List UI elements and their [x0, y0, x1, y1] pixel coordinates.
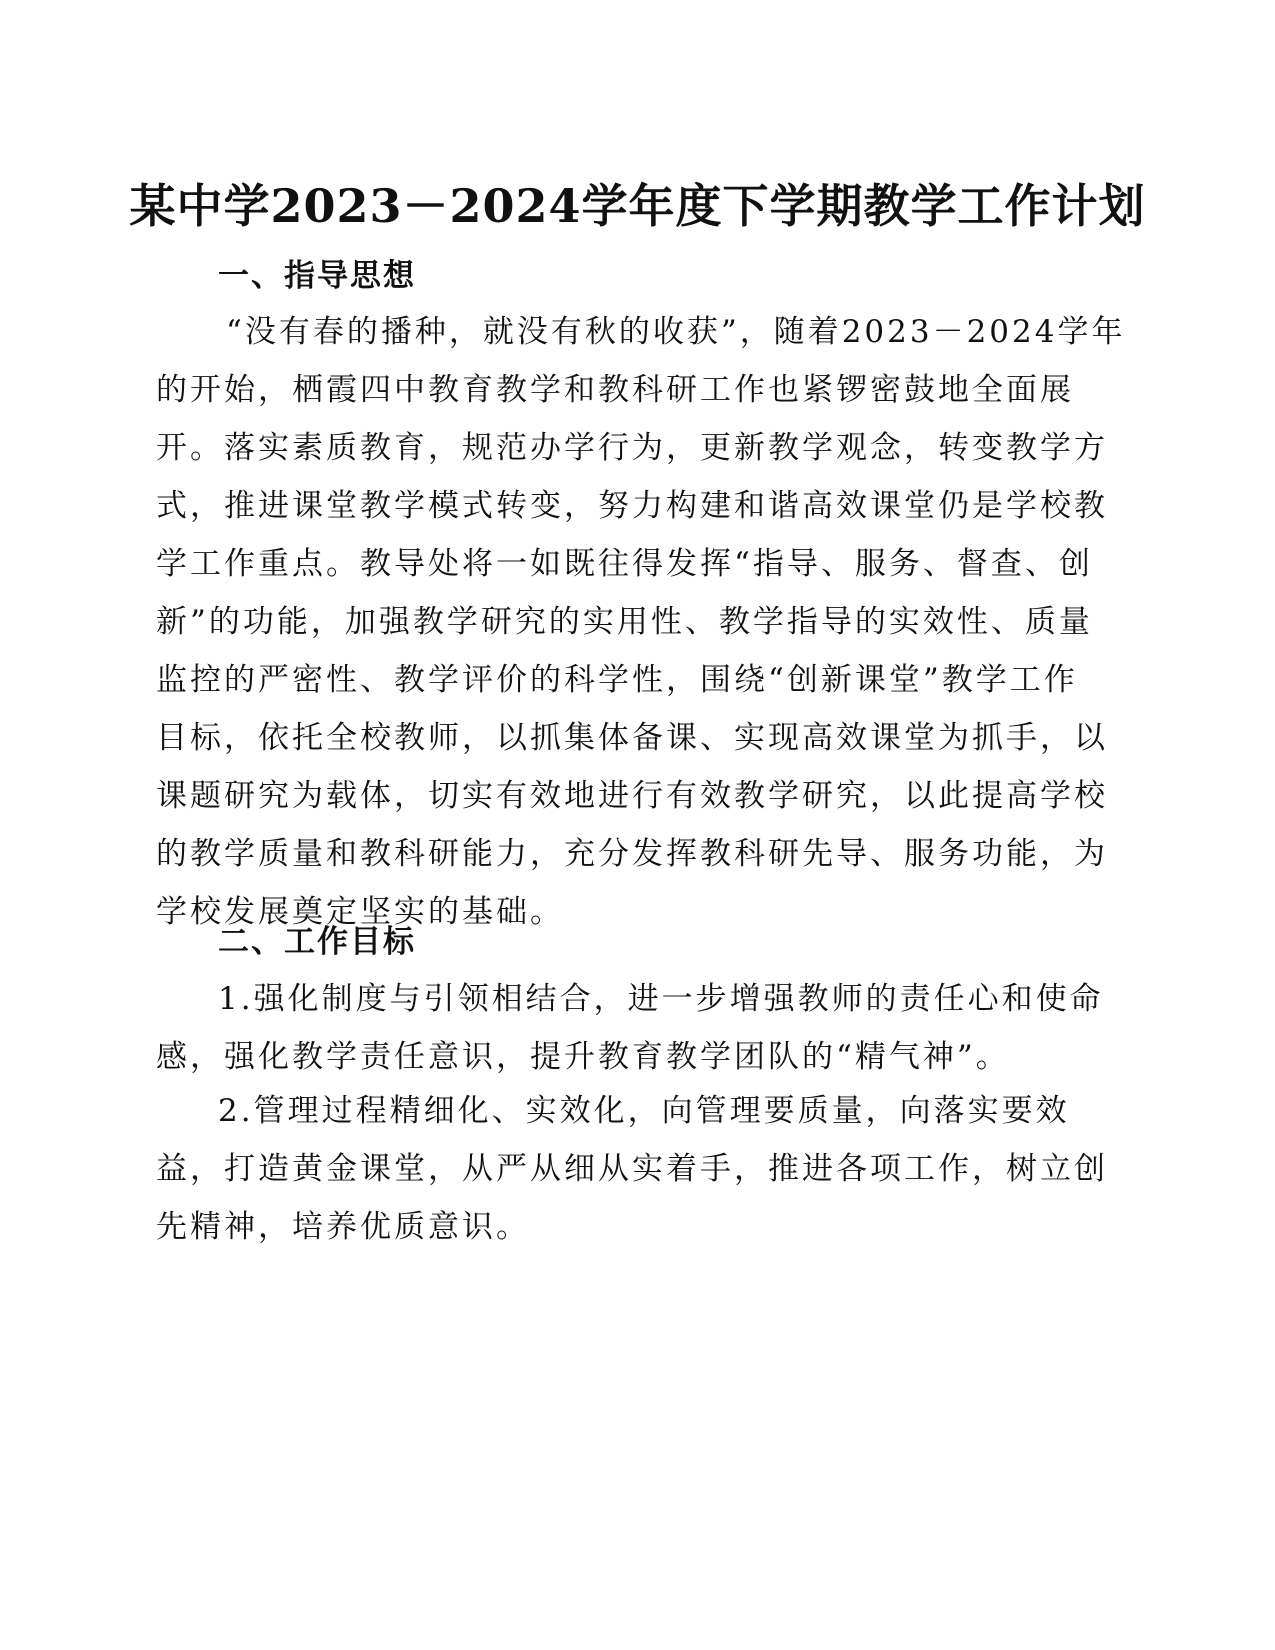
guiding-ideology-paragraph	[156, 303, 1126, 941]
paragraph-line: 1.强化制度与引领相结合，进一步增强教师的责任心和使命	[218, 981, 1104, 1017]
paragraph-line: 目标，依托全校教师，以抓集体备课、实现高效课堂为抓手，以	[156, 720, 1108, 756]
paragraph-line: 的开始，栖霞四中教育教学和教科研工作也紧锣密鼓地全面展	[156, 372, 1074, 408]
paragraph-line: “没有春的播种，就没有秋的收获”，随着2023－2024学年	[226, 314, 1126, 350]
paragraph-line: 监控的严密性、教学评价的科学性，围绕“创新课堂”教学工作	[156, 662, 1078, 698]
paragraph-line: 的教学质量和教科研能力，充分发挥教科研先导、服务功能，为	[156, 836, 1108, 872]
work-goal-item-1	[156, 970, 1104, 1086]
paragraph-line: 学校发展奠定坚实的基础。	[156, 894, 564, 930]
paragraph-line: 先精神，培养优质意识。	[156, 1209, 530, 1245]
paragraph-line: 学工作重点。教导处将一如既往得发挥“指导、服务、督查、创	[156, 546, 1093, 582]
document-title: 某中学2023－2024学年度下学期教学工作计划	[129, 179, 1146, 233]
paragraph-line: 益，打造黄金课堂，从严从细从实着手，推进各项工作，树立创	[156, 1151, 1108, 1187]
section-heading-guiding-ideology: 一、指导思想	[218, 258, 416, 294]
paragraph-line: 2.管理过程精细化、实效化，向管理要质量，向落实要效	[218, 1093, 1070, 1129]
paragraph-line: 开。落实素质教育，规范办学行为，更新教学观念，转变教学方	[156, 430, 1108, 466]
work-goal-item-2	[156, 1082, 1108, 1256]
section-heading-work-goals: 二、工作目标	[218, 924, 416, 960]
paragraph-line: 感，强化教学责任意识，提升教育教学团队的“精气神”。	[156, 1039, 1010, 1075]
paragraph-line: 新”的功能，加强教学研究的实用性、教学指导的实效性、质量	[156, 604, 1093, 640]
paragraph-line: 课题研究为载体，切实有效地进行有效教学研究，以此提高学校	[156, 778, 1108, 814]
paragraph-line: 式，推进课堂教学模式转变，努力构建和谐高效课堂仍是学校教	[156, 488, 1108, 524]
